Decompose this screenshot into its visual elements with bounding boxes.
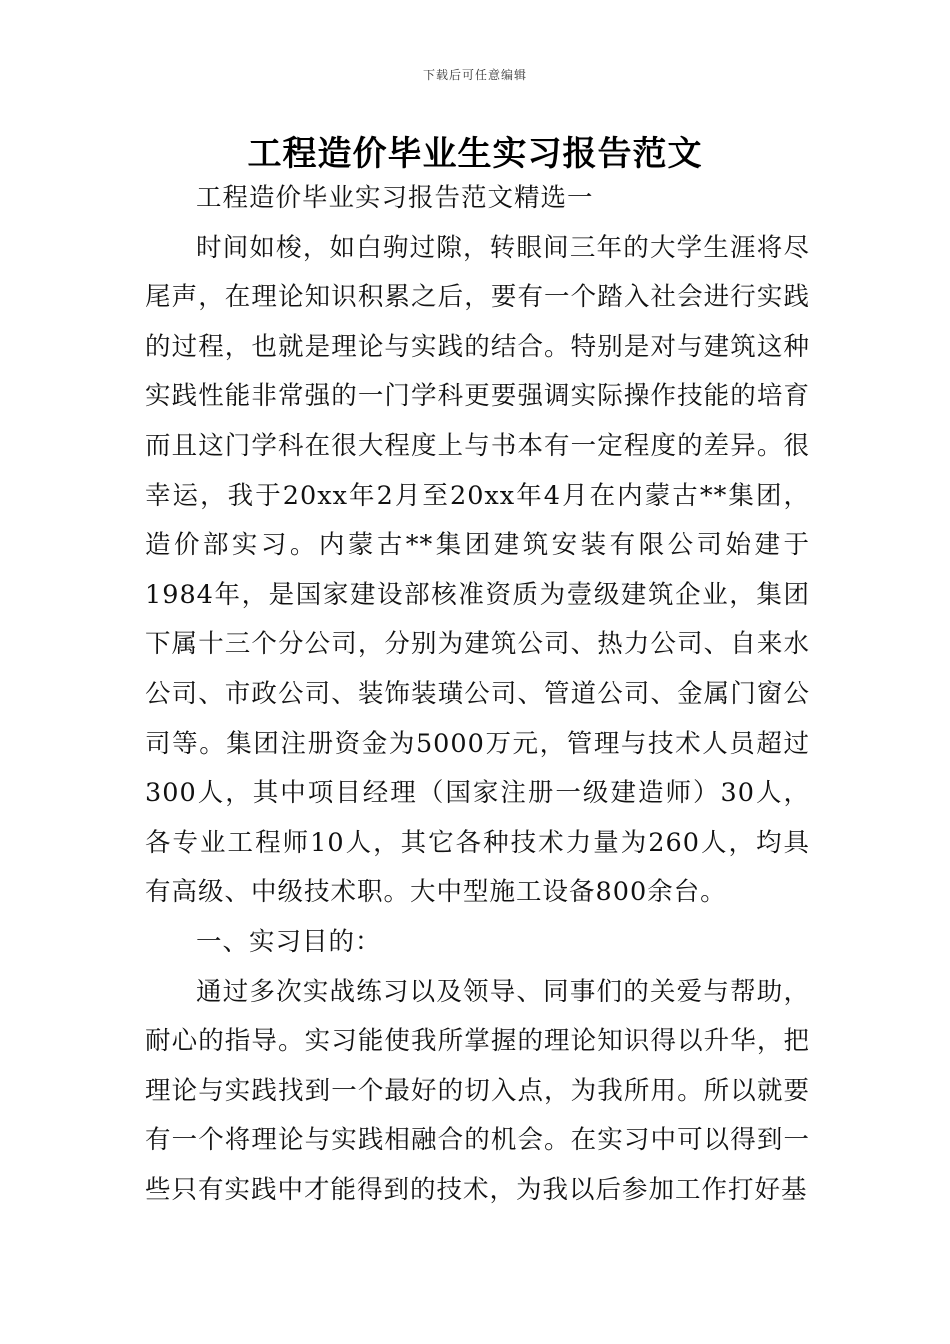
header-note: 下载后可任意编辑 bbox=[422, 68, 527, 82]
section-heading-purpose: 一、实习目的： bbox=[196, 926, 382, 957]
paragraph-intro: 时间如梭，如白驹过隙，转眼间三年的大学生涯将尽尾声，在理论知识积累之后，要有一个踏入社会进行实践的过程，也就是理论与实践的结合。特别是对与建筑这种实践性能非常强的一门学科更要强调实际操作技能的培育而且这门学科在很大程度上与书本有一定程度的差异。很幸运，我于20xx年2月至20xx年4月在内蒙古**集团，造价部实习。内蒙古**集团建筑安装有限公司始建于1984年，是国家建设部核准资质为壹级建筑企业，集团下属十三个分公司，分别为建筑公司、热力公司、自来水公司、市政公司、装饰装璜公司、管道公司、金属门窗公司等。集团注册资金为5000万元，管理与技术人员超过300人，其中项目经理（国家注册一级建造师）30人，各专业工程师10人，其它各种技术力量为260人，均具有高级、中级技术职。大中型施工设备800余台。 bbox=[145, 232, 810, 908]
paragraph-purpose: 通过多次实战练习以及领导、同事们的关爱与帮助，耐心的指导。实习能使我所掌握的理论知识得以升华，把理论与实践找到一个最好的切入点，为我所用。所以就要有一个将理论与实践相融合的机会。在实习中可以得到一些只有实践中才能得到的技术，为我以后参加工作打好基 bbox=[145, 976, 810, 1205]
section-subtitle: 工程造价毕业实习报告范文精选一 bbox=[196, 183, 594, 213]
document-title: 工程造价毕业生实习报告范文 bbox=[247, 134, 703, 174]
document-body bbox=[145, 174, 810, 1215]
